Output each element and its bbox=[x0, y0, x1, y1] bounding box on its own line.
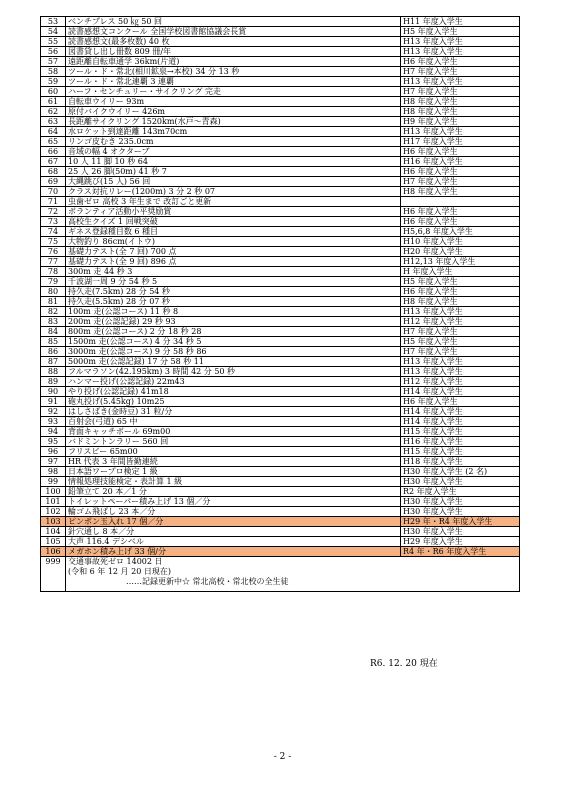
record-row bbox=[41, 127, 520, 137]
record-holder: H13 年度入学生 bbox=[401, 307, 520, 317]
record-number: 61 bbox=[41, 97, 66, 107]
record-number: 70 bbox=[41, 187, 66, 197]
record-holder: H30 年度入学生 bbox=[401, 507, 520, 517]
record-row bbox=[41, 147, 520, 157]
record-holder: H6 年度入学生 bbox=[401, 217, 520, 227]
record-holder: H8 年度入学生 bbox=[401, 97, 520, 107]
record-row bbox=[41, 517, 520, 527]
record-number: 76 bbox=[41, 247, 66, 257]
record-holder: H13 年度入学生 bbox=[401, 37, 520, 47]
record-number: 75 bbox=[41, 237, 66, 247]
record-row bbox=[41, 287, 520, 297]
record-number: 89 bbox=[41, 377, 66, 387]
record-description: フルマラソン(42.195km) 3 時間 42 分 50 秒 bbox=[66, 367, 401, 377]
record-description: 千波湖一周 9 分 54 秒 5 bbox=[66, 277, 401, 287]
record-number: 87 bbox=[41, 357, 66, 367]
record-holder: H8 年度入学生 bbox=[401, 107, 520, 117]
record-row bbox=[41, 307, 520, 317]
record-description: HR 代表 3 年間皆勤連続 bbox=[66, 457, 401, 467]
record-holder: R4 年・R6 年度入学生 bbox=[401, 547, 520, 557]
record-holder: H7 年度入学生 bbox=[401, 67, 520, 77]
record-number: 71 bbox=[41, 197, 66, 207]
record-holder: H29 年・R4 年度入学生 bbox=[401, 517, 520, 527]
record-row bbox=[41, 427, 520, 437]
record-row bbox=[41, 227, 520, 237]
record-holder: H6 年度入学生 bbox=[401, 397, 520, 407]
record-number: 64 bbox=[41, 127, 66, 137]
record-holder: H 年度入学生 bbox=[401, 267, 520, 277]
final-line-1: 交通事故死ゼロ 14002 日 bbox=[68, 557, 163, 566]
record-row bbox=[41, 207, 520, 217]
record-number: 54 bbox=[41, 27, 66, 37]
record-description: 200m 走(公認記録) 29 秒 93 bbox=[66, 317, 401, 327]
record-description: ボランティア活動小平奨励賞 bbox=[66, 207, 401, 217]
record-number: 53 bbox=[41, 17, 66, 27]
record-holder: H6 年度入学生 bbox=[401, 287, 520, 297]
record-number: 56 bbox=[41, 47, 66, 57]
record-row bbox=[41, 57, 520, 67]
record-description: メガホン積み上げ 33 個/分 bbox=[66, 547, 401, 557]
record-row bbox=[41, 217, 520, 227]
record-description: バドミントンラリー 560 回 bbox=[66, 437, 401, 447]
record-number: 74 bbox=[41, 227, 66, 237]
record-number: 100 bbox=[41, 487, 66, 497]
record-holder bbox=[401, 197, 520, 207]
as-of-date: R6. 12. 20 現在 bbox=[370, 659, 438, 669]
record-holder: H7 年度入学生 bbox=[401, 87, 520, 97]
record-row bbox=[41, 317, 520, 327]
record-number: 59 bbox=[41, 77, 66, 87]
record-holder: H11 年度入学生 bbox=[401, 17, 520, 27]
record-holder: H8 年度入学生 bbox=[401, 297, 520, 307]
record-number: 90 bbox=[41, 387, 66, 397]
record-description: ギネス登録種目数 6 種目 bbox=[66, 227, 401, 237]
record-number: 69 bbox=[41, 177, 66, 187]
record-row bbox=[41, 77, 520, 87]
record-number: 106 bbox=[41, 547, 66, 557]
record-row bbox=[41, 487, 520, 497]
record-number: 62 bbox=[41, 107, 66, 117]
record-description: リンゴ皮むき 235.0cm bbox=[66, 137, 401, 147]
record-row bbox=[41, 47, 520, 57]
record-holder: H18 年度入学生 bbox=[401, 457, 520, 467]
record-row bbox=[41, 337, 520, 347]
record-row bbox=[41, 17, 520, 27]
record-number: 92 bbox=[41, 407, 66, 417]
record-description: クラス対抗リレー(1200m) 3 分 2 秒 07 bbox=[66, 187, 401, 197]
record-number: 65 bbox=[41, 137, 66, 147]
record-holder: H12,13 年度入学生 bbox=[401, 257, 520, 267]
record-number: 105 bbox=[41, 537, 66, 547]
record-row bbox=[41, 167, 520, 177]
record-description: 虫歯ゼロ 高校 3 年生まで 改訂ごと更新 bbox=[66, 197, 401, 207]
record-holder: H14 年度入学生 bbox=[401, 417, 520, 427]
record-holder: H13 年度入学生 bbox=[401, 47, 520, 57]
record-description: 持久走(5.5km) 28 分 07 秒 bbox=[66, 297, 401, 307]
record-number: 98 bbox=[41, 467, 66, 477]
record-description: 読書感想文(最多枚数) 40 枚 bbox=[66, 37, 401, 47]
record-number: 68 bbox=[41, 167, 66, 177]
record-row bbox=[41, 327, 520, 337]
record-description: 背面キャッチボール 69m00 bbox=[66, 427, 401, 437]
record-holder: H6 年度入学生 bbox=[401, 57, 520, 67]
record-number: 60 bbox=[41, 87, 66, 97]
record-row bbox=[41, 97, 520, 107]
record-number: 55 bbox=[41, 37, 66, 47]
record-row bbox=[41, 507, 520, 517]
record-description: トイレットペーパー積み上げ 13 個／分 bbox=[66, 497, 401, 507]
record-description: 100m 走(公認コース) 11 秒 8 bbox=[66, 307, 401, 317]
record-description: はしさばき(金時豆) 31 粒/分 bbox=[66, 407, 401, 417]
record-description: 百射会(弓道) 65 中 bbox=[66, 417, 401, 427]
record-description: 情報処理技能検定・表計算 1 級 bbox=[66, 477, 401, 487]
record-description: 輪ゴム飛ばし 23 本／分 bbox=[66, 507, 401, 517]
record-holder: H20 年度入学生 bbox=[401, 247, 520, 257]
record-row bbox=[41, 457, 520, 467]
final-line-3: ……記録更新中☆ 常北高校・常北校の全生徒 bbox=[126, 577, 289, 586]
record-holder: H7 年度入学生 bbox=[401, 327, 520, 337]
record-description: 5000m 走(公認記録) 17 分 58 秒 11 bbox=[66, 357, 401, 367]
record-row bbox=[41, 197, 520, 207]
record-number: 95 bbox=[41, 437, 66, 447]
record-row bbox=[41, 477, 520, 487]
record-number: 58 bbox=[41, 67, 66, 77]
record-row bbox=[41, 417, 520, 427]
record-row bbox=[41, 257, 520, 267]
record-description: 読書感想文コンクール 全国学校図書館協議会長賞 bbox=[66, 27, 401, 37]
record-number: 88 bbox=[41, 367, 66, 377]
record-row bbox=[41, 237, 520, 247]
record-row bbox=[41, 467, 520, 477]
record-number: 104 bbox=[41, 527, 66, 537]
records-table bbox=[40, 16, 520, 592]
record-holder: R2 年度入学生 bbox=[401, 487, 520, 497]
record-number: 83 bbox=[41, 317, 66, 327]
record-holder: H6 年度入学生 bbox=[401, 207, 520, 217]
record-holder: H16 年度入学生 bbox=[401, 157, 520, 167]
record-number: 94 bbox=[41, 427, 66, 437]
record-description: ピンポン玉入れ 17 個／分 bbox=[66, 517, 401, 527]
record-description: 高校生クイズ 1 回戦突破 bbox=[66, 217, 401, 227]
record-holder: H7 年度入学生 bbox=[401, 347, 520, 357]
record-holder: H6 年度入学生 bbox=[401, 147, 520, 157]
record-holder: H13 年度入学生 bbox=[401, 77, 520, 87]
record-description: 持久走(7.5km) 28 分 54 秒 bbox=[66, 287, 401, 297]
record-holder: H6 年度入学生 bbox=[401, 167, 520, 177]
record-number: 85 bbox=[41, 337, 66, 347]
record-number: 96 bbox=[41, 447, 66, 457]
record-holder: H8 年度入学生 bbox=[401, 187, 520, 197]
record-holder: H5,6,8 年度入学生 bbox=[401, 227, 520, 237]
record-number: 63 bbox=[41, 117, 66, 127]
record-number: 80 bbox=[41, 287, 66, 297]
record-description: 10 人 11 脚 10 秒 64 bbox=[66, 157, 401, 167]
record-description: 800m 走(公認コース) 2 分 18 秒 28 bbox=[66, 327, 401, 337]
record-description: ツール・ド・常北連覇 3 連覇 bbox=[66, 77, 401, 87]
record-description: フリスビー 65m00 bbox=[66, 447, 401, 457]
record-holder: H13 年度入学生 bbox=[401, 127, 520, 137]
record-number: 97 bbox=[41, 457, 66, 467]
record-description bbox=[66, 557, 520, 592]
record-holder: H29 年度入学生 bbox=[401, 537, 520, 547]
record-row bbox=[41, 377, 520, 387]
record-number: 73 bbox=[41, 217, 66, 227]
record-holder: H30 年度入学生 bbox=[401, 497, 520, 507]
record-description: ハンマー投げ(公認記録) 22m43 bbox=[66, 377, 401, 387]
record-holder: H17 年度入学生 bbox=[401, 137, 520, 147]
record-number: 86 bbox=[41, 347, 66, 357]
record-number: 91 bbox=[41, 397, 66, 407]
record-number: 72 bbox=[41, 207, 66, 217]
record-number: 77 bbox=[41, 257, 66, 267]
record-row bbox=[41, 447, 520, 457]
record-holder: H30 年度入学生 (2 名) bbox=[401, 467, 520, 477]
record-row bbox=[41, 437, 520, 447]
record-holder: H5 年度入学生 bbox=[401, 277, 520, 287]
record-row bbox=[41, 367, 520, 377]
record-number: 103 bbox=[41, 517, 66, 527]
record-description: 遠距離自転車通学 36km(片道) bbox=[66, 57, 401, 67]
record-holder: H30 年度入学生 bbox=[401, 527, 520, 537]
record-holder: H10 年度入学生 bbox=[401, 237, 520, 247]
record-description: 長距離サイクリング 1520km(水戸～青森) bbox=[66, 117, 401, 127]
record-description: 原付バイクウイリー 426m bbox=[66, 107, 401, 117]
record-holder: H14 年度入学生 bbox=[401, 407, 520, 417]
record-description: 日本語ワープロ検定 1 級 bbox=[66, 467, 401, 477]
record-row bbox=[41, 347, 520, 357]
record-number: 102 bbox=[41, 507, 66, 517]
record-description: 大縄跳び(15 人) 56 回 bbox=[66, 177, 401, 187]
record-description: 3000m 走(公認コース) 9 分 58 秒 86 bbox=[66, 347, 401, 357]
record-number: 81 bbox=[41, 297, 66, 307]
record-number: 999 bbox=[41, 557, 66, 592]
record-number: 79 bbox=[41, 277, 66, 287]
record-number: 93 bbox=[41, 417, 66, 427]
record-row bbox=[41, 177, 520, 187]
record-number: 67 bbox=[41, 157, 66, 167]
record-number: 57 bbox=[41, 57, 66, 67]
record-description: 水ロケット到達距離 143m70cm bbox=[66, 127, 401, 137]
record-number: 66 bbox=[41, 147, 66, 157]
record-row bbox=[41, 67, 520, 77]
record-description: 300m 走 44 秒 3 bbox=[66, 267, 401, 277]
record-row bbox=[41, 37, 520, 47]
record-description: ハーフ・センチュリー・サイクリング 完走 bbox=[66, 87, 401, 97]
record-row bbox=[41, 547, 520, 557]
record-row bbox=[41, 277, 520, 287]
record-row bbox=[41, 397, 520, 407]
record-description: 25 人 26 脚(50m) 41 秒 7 bbox=[66, 167, 401, 177]
record-number: 82 bbox=[41, 307, 66, 317]
record-description: ベンチプレス 50 ㎏ 50 回 bbox=[66, 17, 401, 27]
record-holder: H13 年度入学生 bbox=[401, 357, 520, 367]
record-number: 84 bbox=[41, 327, 66, 337]
record-description: やり投げ(公認記録) 41m18 bbox=[66, 387, 401, 397]
record-holder: H12 年度入学生 bbox=[401, 377, 520, 387]
page-number: - 2 - bbox=[273, 752, 292, 762]
record-row bbox=[41, 187, 520, 197]
record-number: 101 bbox=[41, 497, 66, 507]
record-holder: H15 年度入学生 bbox=[401, 447, 520, 457]
record-description: 図書貸し出し冊数 809 冊/年 bbox=[66, 47, 401, 57]
record-row bbox=[41, 87, 520, 97]
record-description: 大物釣り 86cm(イトウ) bbox=[66, 237, 401, 247]
record-description: 大声 116.4 デシベル bbox=[66, 537, 401, 547]
record-description: 自転車ウイリー 93m bbox=[66, 97, 401, 107]
record-holder: H16 年度入学生 bbox=[401, 437, 520, 447]
record-description: 基礎力テスト(全 7 回) 700 点 bbox=[66, 247, 401, 257]
record-description: 1500m 走(公認コース) 4 分 34 秒 5 bbox=[66, 337, 401, 347]
records-body bbox=[41, 17, 520, 592]
record-holder: H5 年度入学生 bbox=[401, 27, 520, 37]
record-row bbox=[41, 247, 520, 257]
record-row bbox=[41, 537, 520, 547]
record-number: 99 bbox=[41, 477, 66, 487]
record-row bbox=[41, 27, 520, 37]
record-holder: H9 年度入学生 bbox=[401, 117, 520, 127]
record-description: 音域の幅 4 オクターブ bbox=[66, 147, 401, 157]
record-row bbox=[41, 407, 520, 417]
record-holder: H13 年度入学生 bbox=[401, 367, 520, 377]
record-row bbox=[41, 387, 520, 397]
record-description: 基礎力テスト(全 9 回) 896 点 bbox=[66, 257, 401, 267]
record-number: 78 bbox=[41, 267, 66, 277]
record-description: 針穴通し 8 本／分 bbox=[66, 527, 401, 537]
record-row bbox=[41, 117, 520, 127]
record-holder: H7 年度入学生 bbox=[401, 177, 520, 187]
record-row bbox=[41, 107, 520, 117]
record-holder: H12 年度入学生 bbox=[401, 317, 520, 327]
record-row bbox=[41, 137, 520, 147]
record-row-final bbox=[41, 557, 520, 592]
record-description: ツール・ド・常北(相川鉱泉→本校) 34 分 13 秒 bbox=[66, 67, 401, 77]
record-row bbox=[41, 267, 520, 277]
final-line-2: (令和 6 年 12 月 20 日現在) bbox=[68, 567, 171, 576]
record-row bbox=[41, 497, 520, 507]
record-row bbox=[41, 527, 520, 537]
record-row bbox=[41, 157, 520, 167]
record-description: 鉛筆立て 20 本／1 分 bbox=[66, 487, 401, 497]
record-holder: H14 年度入学生 bbox=[401, 387, 520, 397]
record-description: 砲丸投げ(5.45kg) 10m25 bbox=[66, 397, 401, 407]
record-holder: H5 年度入学生 bbox=[401, 337, 520, 347]
record-row bbox=[41, 357, 520, 367]
record-row bbox=[41, 297, 520, 307]
record-holder: H15 年度入学生 bbox=[401, 427, 520, 437]
record-holder: H30 年度入学生 bbox=[401, 477, 520, 487]
